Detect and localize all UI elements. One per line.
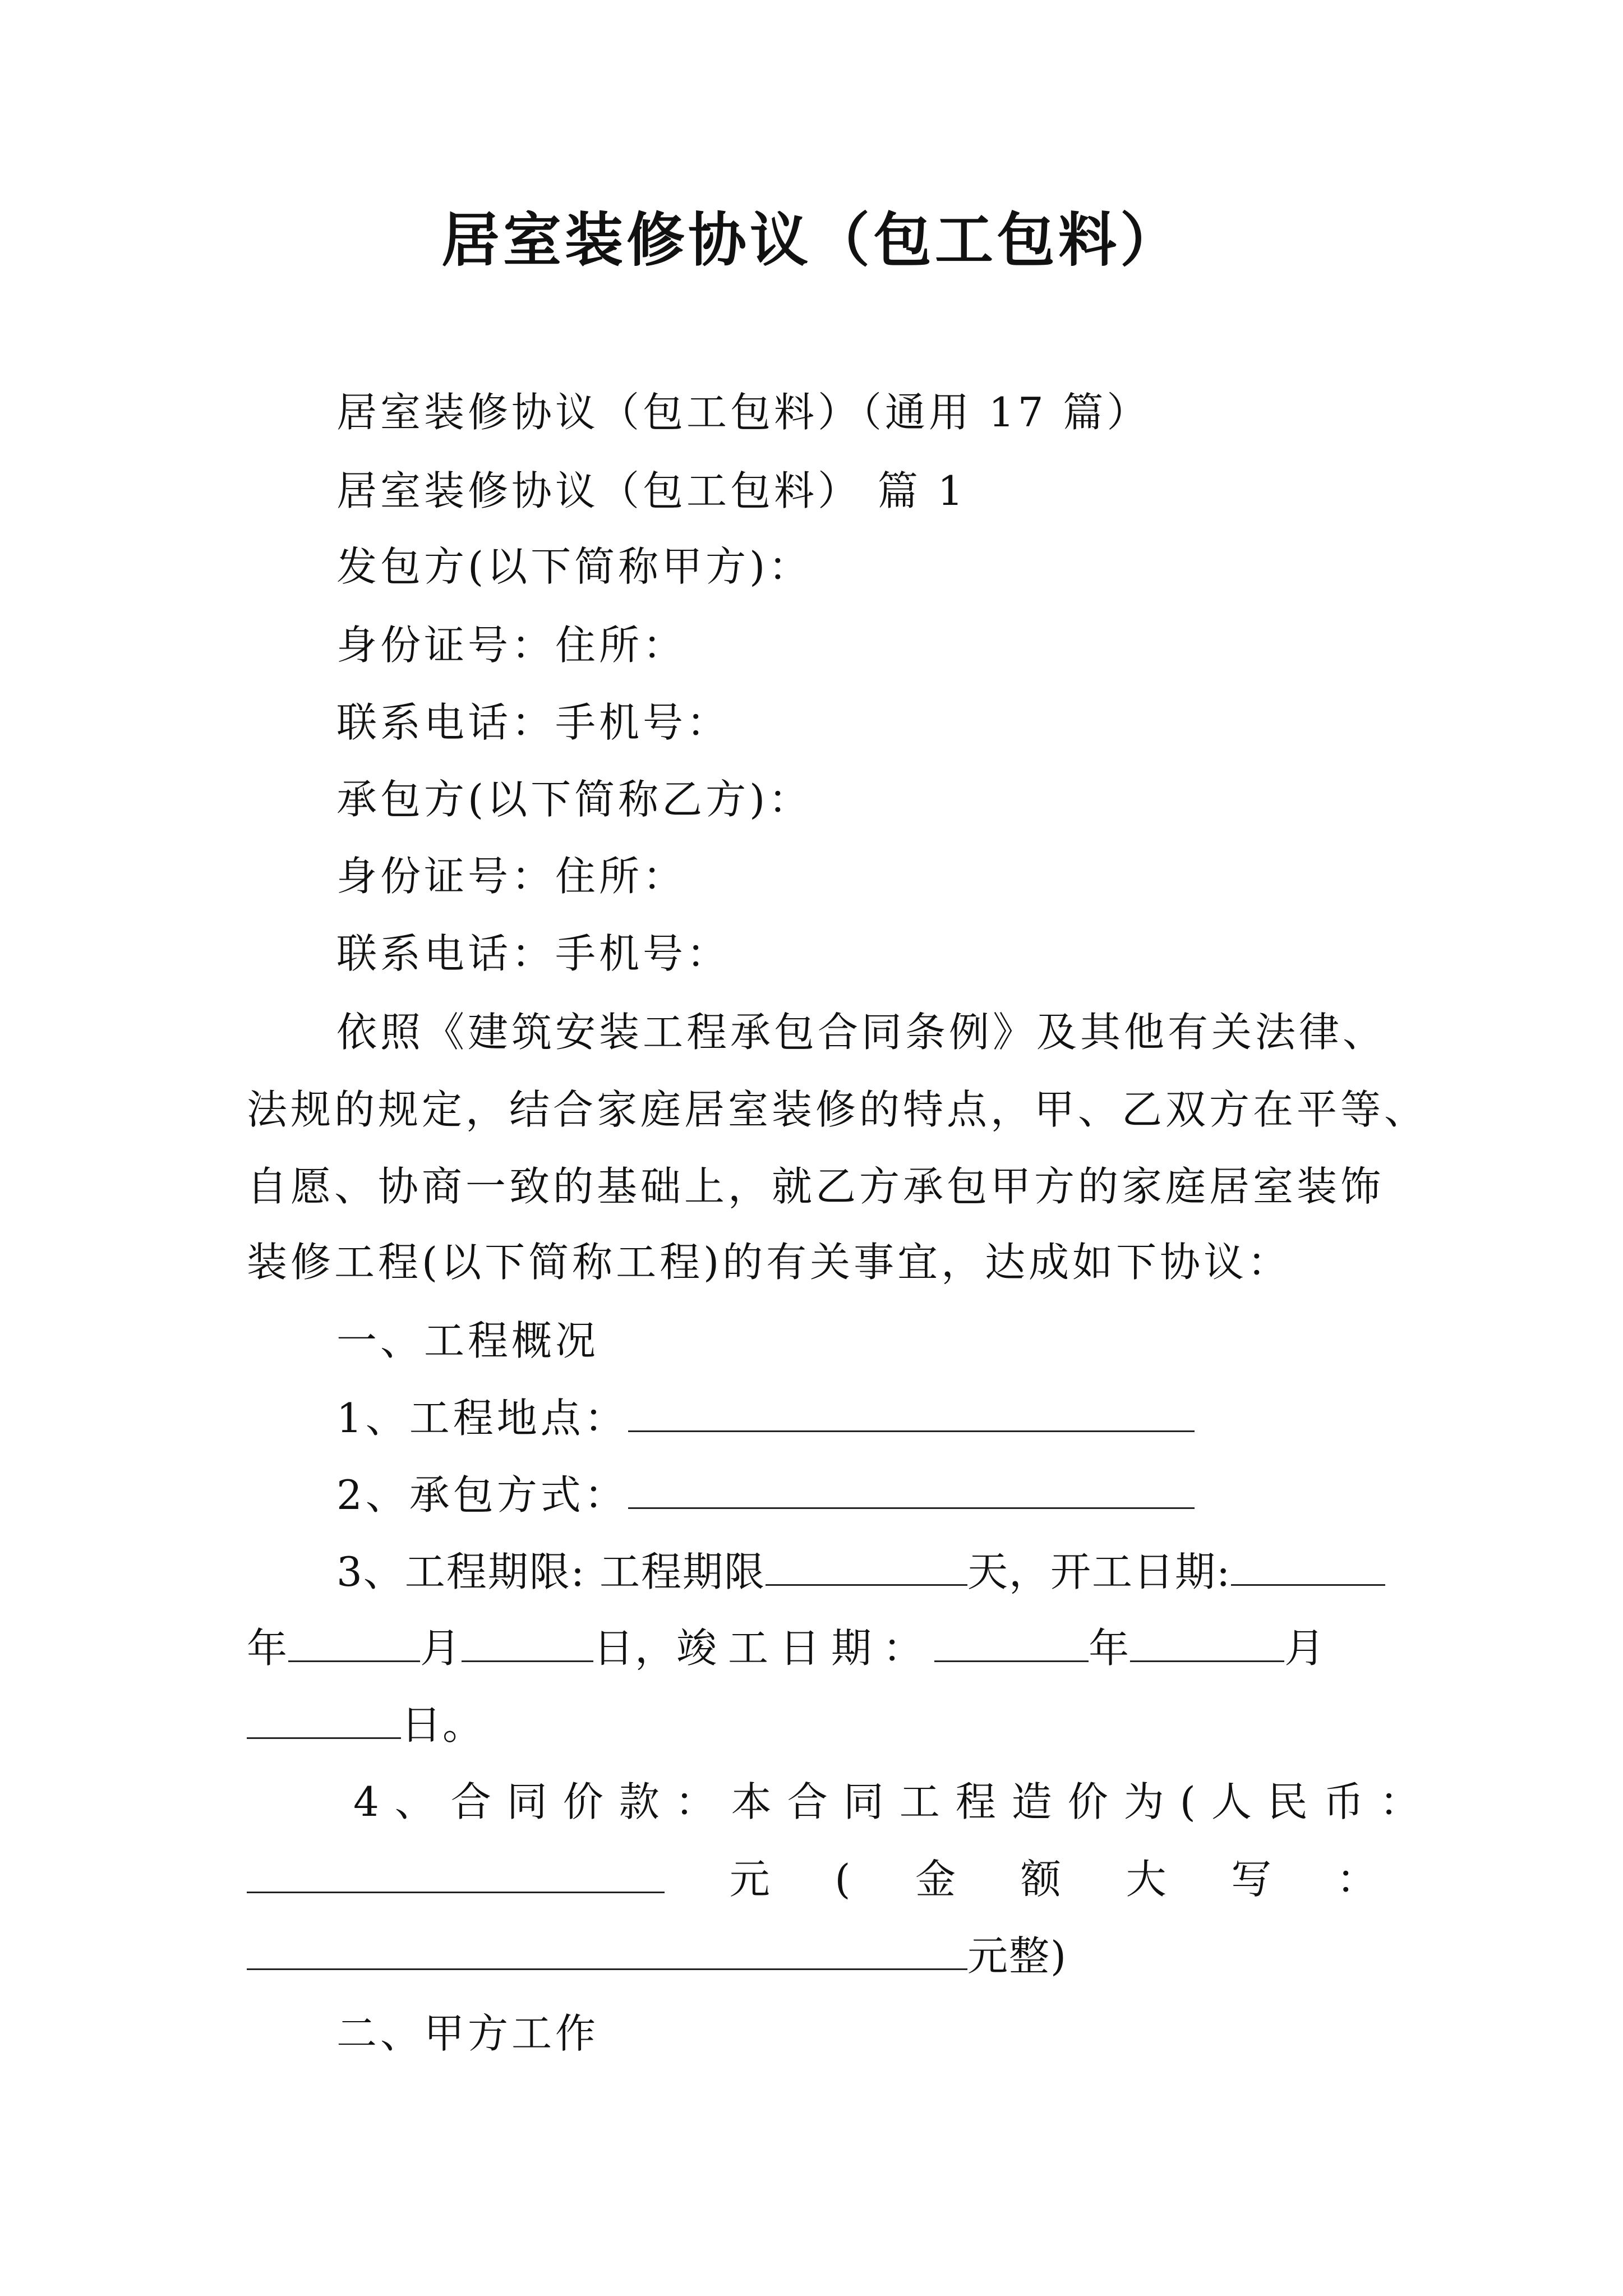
document-title: 居室装修协议（包工包料）: [441, 206, 1182, 274]
preamble-line-4: 装修工程(以下简称工程)的有关事宜，达成如下协议：: [247, 1239, 1292, 1286]
price-end-label: 元整): [967, 1932, 1068, 1980]
item-price-words: [247, 1928, 1067, 1984]
price-words-blank: [247, 1929, 967, 1970]
party-a-label: 发包方(以下简称甲方)：: [336, 543, 813, 590]
days-blank: [766, 1545, 967, 1586]
amount-colon: ：: [1336, 1856, 1377, 1903]
item-project-period: [336, 1544, 1385, 1600]
item1-label: 1、工程地点：: [336, 1395, 628, 1442]
month-label: 月: [420, 1625, 462, 1672]
amount-char-1: 金: [915, 1856, 956, 1903]
start-month-blank: [288, 1621, 420, 1662]
finish-year-blank: [934, 1621, 1089, 1662]
preamble-line-1: 依照《建筑安装工程承包合同条例》及其他有关法律、: [336, 1009, 1387, 1056]
item-contract-method: [336, 1467, 1195, 1523]
period-prefix: 3、工程期限: 工程期限: [336, 1548, 766, 1595]
amount-char-4: 写: [1231, 1856, 1272, 1903]
month2-label: 月: [1284, 1625, 1326, 1672]
section-heading: 居室装修协议（包工包料） 篇 1: [336, 467, 967, 514]
day-label: 日，: [593, 1625, 677, 1672]
preamble-line-2: 法规的规定，结合家庭居室装修的特点，甲、乙双方在平等、: [247, 1086, 1428, 1133]
finish-date-label: 竣工日期：: [676, 1625, 935, 1672]
paren-open: (: [834, 1856, 851, 1903]
party-a-id-address: 身份证号：住所：: [336, 622, 687, 669]
start-day-blank: [462, 1621, 593, 1662]
location-blank: [628, 1391, 1195, 1432]
amount-char-3: 大: [1126, 1856, 1166, 1903]
year2-label: 年: [1089, 1625, 1131, 1672]
finish-day-blank: [247, 1698, 401, 1739]
item-contract-price: 4、合同价款：本合同工程造价为(人民币：: [353, 1778, 1436, 1825]
item-price-amount: [247, 1851, 1377, 1907]
preamble-line-3: 自愿、协商一致的基础上，就乙方承包甲方的家庭居室装饰: [247, 1163, 1385, 1210]
start-blank: [1231, 1545, 1385, 1586]
method-blank: [628, 1468, 1195, 1509]
price-blank: [247, 1852, 665, 1893]
item-finish-day: [247, 1697, 484, 1753]
section2-heading: 二、甲方工作: [336, 2010, 600, 2057]
item-project-location: [336, 1390, 1195, 1446]
yuan-label: 元: [729, 1856, 770, 1903]
party-b-id-address: 身份证号：住所：: [336, 853, 687, 900]
year-label: 年: [247, 1625, 289, 1672]
section1-heading: 一、工程概况: [336, 1317, 600, 1364]
subtitle: 居室装修协议（包工包料）（通用 17 篇）: [336, 389, 1151, 436]
item-period-dates: [247, 1620, 1326, 1676]
party-b-phone: 联系电话：手机号：: [336, 930, 731, 977]
party-b-label: 承包方(以下简称乙方)：: [336, 776, 813, 823]
finish-month-blank: [1130, 1621, 1284, 1662]
party-a-phone: 联系电话：手机号：: [336, 699, 731, 746]
item2-label: 2、承包方式：: [336, 1471, 628, 1519]
day-end-label: 日。: [401, 1701, 485, 1749]
amount-char-2: 额: [1020, 1856, 1061, 1903]
start-date-label: 天，开工日期:: [967, 1548, 1232, 1595]
